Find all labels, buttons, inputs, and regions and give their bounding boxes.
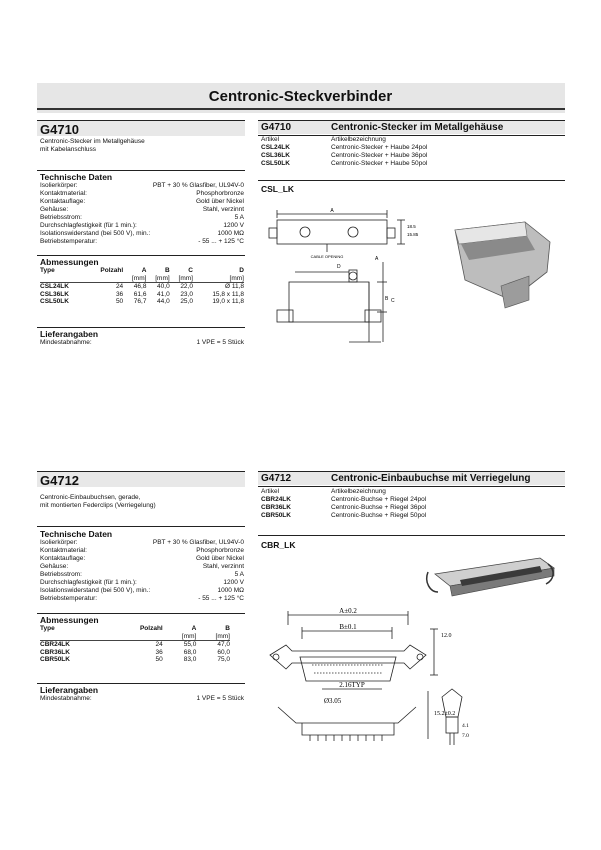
dim-h1: 15.85 bbox=[407, 232, 419, 237]
g4712-dim-table bbox=[40, 625, 230, 664]
cbr-drawing bbox=[262, 605, 472, 765]
g4712-code: G4712 bbox=[40, 473, 80, 488]
article-desc: Centronic-Stecker + Haube 24pol bbox=[331, 144, 428, 151]
header-rule bbox=[37, 108, 565, 110]
csl-connector-illustration bbox=[455, 222, 550, 308]
g4710-tech-heading: Technische Daten bbox=[40, 172, 113, 182]
dim-h2: 18.5 bbox=[407, 224, 416, 229]
table-row: CSL36LK 36 61,6 41,0 23,0 15,8 x 11,8 bbox=[40, 290, 244, 298]
table-row: CSL50LK 50 76,7 44,0 25,0 19,0 x 11,8 bbox=[40, 298, 244, 305]
article-code: CBR36LK bbox=[261, 504, 291, 511]
g4712-lief-value: 1 VPE = 5 Stück bbox=[196, 695, 244, 702]
table-row: CSL24LK 24 46,8 40,0 22,0 Ø 11,8 bbox=[40, 283, 244, 290]
art-head-col2: Artikelbezeichnung bbox=[331, 136, 386, 143]
cbr-illustration bbox=[420, 552, 560, 612]
table-header: Type Polzahl A B C D bbox=[40, 267, 244, 274]
g4712-drawing-rule bbox=[258, 535, 565, 536]
g4712-tech-heading: Technische Daten bbox=[40, 529, 113, 539]
g4712-dim-rule bbox=[37, 613, 245, 614]
tech-label: Betriebstemperatur: bbox=[40, 238, 98, 245]
article-code: CSL50LK bbox=[261, 160, 290, 167]
tech-value: 5 A bbox=[234, 214, 244, 221]
tech-label: Gehäuse: bbox=[40, 206, 69, 213]
dim-70-label: 7.0 bbox=[462, 733, 469, 739]
g4710-lief-heading: Lieferangaben bbox=[40, 329, 99, 339]
g4712-drawing-label: CBR_LK bbox=[261, 540, 296, 550]
g4712r-mid-rule bbox=[258, 486, 565, 487]
g4710r-title: Centronic-Stecker im Metallgehäuse bbox=[331, 122, 504, 133]
table-row: CBR50LK 50 83,0 75,0 bbox=[40, 656, 230, 663]
g4710-dim-heading: Abmessungen bbox=[40, 257, 99, 267]
g4712-lief-rule bbox=[37, 683, 245, 684]
table-row: CBR24LK 24 55,0 47,0 bbox=[40, 641, 230, 648]
tech-label: Isolierkörper: bbox=[40, 539, 78, 546]
dim-c: C bbox=[391, 298, 395, 304]
tech-value: - 55 ... + 125 °C bbox=[198, 238, 244, 245]
tech-value: 1200 V bbox=[223, 579, 244, 586]
tech-label: Kontaktauflage: bbox=[40, 555, 86, 562]
tech-label: Kontaktmaterial: bbox=[40, 547, 87, 554]
tech-value: 5 A bbox=[234, 571, 244, 578]
tech-value: Gold über Nickel bbox=[195, 555, 244, 562]
tech-value: 1200 V bbox=[223, 222, 244, 229]
g4712-lief-label: Mindestabnahme: bbox=[40, 695, 92, 702]
article-code: CBR50LK bbox=[261, 512, 291, 519]
dim-b-label: B±0.1 bbox=[339, 623, 357, 631]
tech-value: 1000 MΩ bbox=[217, 587, 244, 594]
g4710r-mid-rule bbox=[258, 135, 565, 136]
dim-b: B bbox=[385, 296, 389, 302]
tech-value: Phosphorbronze bbox=[196, 190, 244, 197]
g4710-tech-rule bbox=[37, 170, 245, 171]
tech-label: Isolationswiderstand (bei 500 V), min.: bbox=[40, 587, 151, 594]
tech-value: - 55 ... + 125 °C bbox=[198, 595, 244, 602]
dim-a-side: A bbox=[375, 256, 379, 262]
article-desc: Centronic-Buchse + Riegel 36pol bbox=[331, 504, 427, 511]
cable-label: CABLE OPENING bbox=[310, 254, 344, 259]
dim-a-label: A±0.2 bbox=[339, 607, 357, 615]
art-head-col2: Artikelbezeichnung bbox=[331, 488, 386, 495]
csl-drawing bbox=[265, 200, 565, 350]
g4712-tech-rule bbox=[37, 526, 245, 527]
tech-value: Stahl, verzinnt bbox=[202, 563, 244, 570]
g4710-lief-value: 1 VPE = 5 Stück bbox=[196, 339, 244, 346]
table-units: [mm] [mm] [mm] [mm] bbox=[131, 274, 244, 282]
tech-label: Betriebsstrom: bbox=[40, 571, 82, 578]
article-desc: Centronic-Stecker + Haube 50pol bbox=[331, 160, 428, 167]
cbr-side-view bbox=[442, 689, 462, 745]
tech-value: Phosphorbronze bbox=[196, 547, 244, 554]
tech-value: 1000 MΩ bbox=[217, 230, 244, 237]
g4710-lief-rule bbox=[37, 327, 245, 328]
article-desc: Centronic-Buchse + Riegel 50pol bbox=[331, 512, 427, 519]
tech-label: Kontaktmaterial: bbox=[40, 190, 87, 197]
g4710-code: G4710 bbox=[40, 122, 80, 137]
g4712r-title: Centronic-Einbaubuchse mit Verriegelung bbox=[331, 473, 531, 484]
g4710-dim-rule bbox=[37, 255, 245, 256]
g4712-lief-heading: Lieferangaben bbox=[40, 685, 99, 695]
art-head-col1: Artikel bbox=[261, 488, 280, 495]
tech-label: Durchschlagfestigkeit (für 1 min.): bbox=[40, 579, 137, 586]
dim-d: D bbox=[337, 264, 341, 270]
g4712-dim-heading: Abmessungen bbox=[40, 615, 99, 625]
tech-label: Isolierkörper: bbox=[40, 182, 78, 189]
g4710-dim-table bbox=[40, 267, 244, 306]
article-code: CBR24LK bbox=[261, 496, 291, 503]
tech-value: Gold über Nickel bbox=[195, 198, 244, 205]
dim-dia-label: Ø3.05 bbox=[324, 697, 342, 705]
tech-label: Betriebsstrom: bbox=[40, 214, 82, 221]
dim-41-label: 4.1 bbox=[462, 723, 469, 729]
tech-value: PBT + 30 % Glasfiber, UL94V-0 bbox=[152, 182, 244, 189]
dim-a-top: A bbox=[330, 208, 334, 214]
g4710-desc: Centronic-Stecker im Metallgehäuse mit Kabelanschluss bbox=[40, 138, 145, 153]
tech-value: Stahl, verzinnt bbox=[202, 206, 244, 213]
g4710r-code: G4710 bbox=[261, 122, 292, 133]
g4710-drawing-label: CSL_LK bbox=[261, 184, 295, 194]
tech-label: Gehäuse: bbox=[40, 563, 69, 570]
g4710-lief-label: Mindestabnahme: bbox=[40, 339, 92, 346]
dim-152-label: 15.2±0.2 bbox=[434, 711, 456, 717]
tech-label: Kontaktauflage: bbox=[40, 198, 86, 205]
article-code: CSL36LK bbox=[261, 152, 290, 159]
article-desc: Centronic-Buchse + Riegel 24pol bbox=[331, 496, 427, 503]
article-desc: Centronic-Stecker + Haube 36pol bbox=[331, 152, 428, 159]
table-row: CBR36LK 36 68,0 60,0 bbox=[40, 648, 230, 656]
page-title: Centronic-Steckverbinder bbox=[208, 88, 393, 105]
g4712-desc: Centronic-Einbaubuchsen, gerade, mit montierten Federclips (Verriegelung) bbox=[40, 494, 156, 509]
tech-value: PBT + 30 % Glasfiber, UL94V-0 bbox=[152, 539, 244, 546]
art-head-col1: Artikel bbox=[261, 136, 280, 143]
tech-label: Isolationswiderstand (bei 500 V), min.: bbox=[40, 230, 151, 237]
table-units: [mm] [mm] bbox=[181, 632, 230, 640]
csl-top-view bbox=[269, 210, 405, 252]
g4710-drawing-rule bbox=[258, 180, 565, 181]
table-header: Type Polzahl A B bbox=[40, 625, 230, 632]
dim-12-label: 12.0 bbox=[441, 633, 452, 639]
tech-label: Betriebstemperatur: bbox=[40, 595, 98, 602]
dim-typ-label: 2.16TYP bbox=[339, 681, 365, 689]
g4712r-code: G4712 bbox=[261, 473, 292, 484]
tech-label: Durchschlagfestigkeit (für 1 min.): bbox=[40, 222, 137, 229]
csl-side-view bbox=[277, 262, 387, 342]
cbr-bottom-view bbox=[278, 691, 428, 741]
article-code: CSL24LK bbox=[261, 144, 290, 151]
